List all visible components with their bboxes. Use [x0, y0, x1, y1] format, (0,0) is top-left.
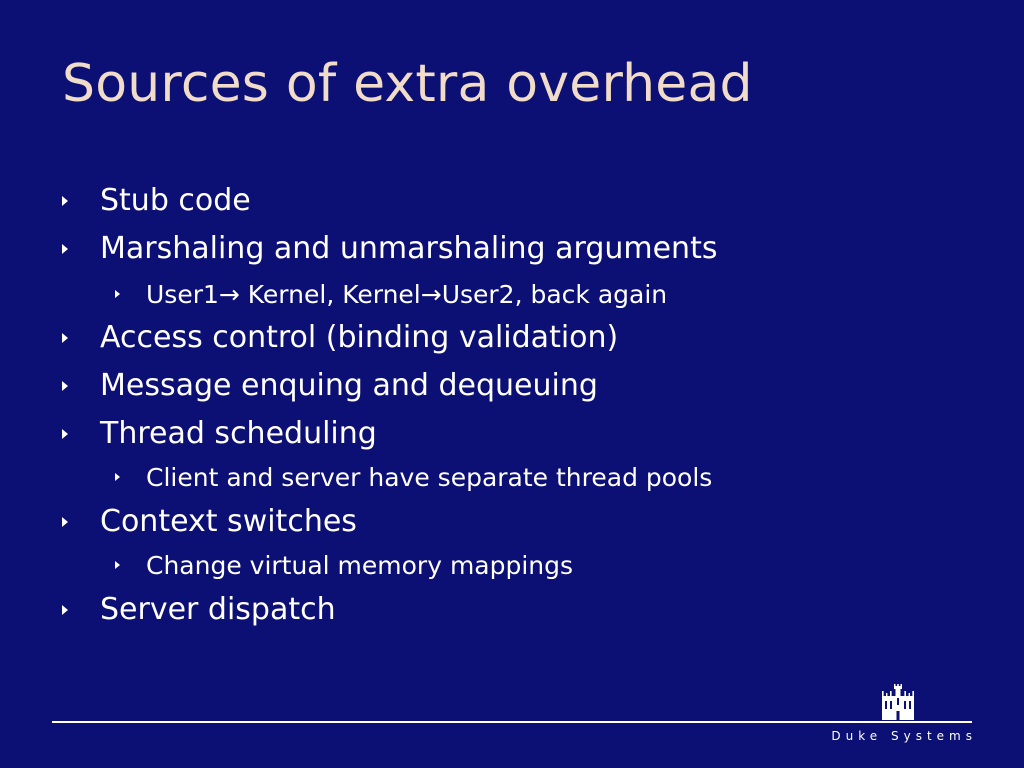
bullet-item — [100, 183, 251, 218]
bullet-item — [100, 368, 598, 403]
bullet-arrow-icon — [62, 381, 68, 391]
bullet-arrow-icon — [62, 517, 68, 527]
bullet-item — [100, 416, 377, 451]
bullet-text: Message enquing and dequeuing — [100, 368, 598, 403]
footer-divider — [52, 721, 972, 723]
bullet-text: Context switches — [100, 504, 357, 539]
sub-bullet-item — [146, 282, 667, 307]
bullet-arrow-icon — [62, 244, 68, 254]
bullet-text: User1→ Kernel, Kernel→User2, back again — [146, 280, 668, 309]
bullet-arrow-icon — [115, 561, 120, 569]
footer-brand: Duke Systems — [831, 729, 977, 743]
bullet-text: Access control (binding validation) — [100, 320, 619, 355]
sub-bullet-item — [146, 465, 712, 490]
bullet-arrow-icon — [115, 290, 120, 298]
bullet-text: Client and server have separate thread pools — [146, 463, 713, 492]
bullet-arrow-icon — [62, 429, 68, 439]
sub-bullet-item — [146, 553, 573, 578]
bullet-text: Change virtual memory mappings — [146, 551, 574, 580]
bullet-item — [100, 231, 718, 266]
slide-title: Sources of extra overhead — [62, 54, 753, 114]
bullet-text: Server dispatch — [100, 592, 336, 627]
bullet-text: Thread scheduling — [100, 416, 377, 451]
bullet-item — [100, 592, 336, 627]
bullet-text: Marshaling and unmarshaling arguments — [100, 231, 718, 266]
bullet-item — [100, 504, 357, 539]
bullet-arrow-icon — [62, 605, 68, 615]
bullet-arrow-icon — [62, 333, 68, 343]
duke-chapel-icon — [880, 684, 916, 726]
bullet-text: Stub code — [100, 183, 251, 218]
bullet-arrow-icon — [62, 196, 68, 206]
bullet-item — [100, 320, 619, 355]
bullet-arrow-icon — [115, 473, 120, 481]
